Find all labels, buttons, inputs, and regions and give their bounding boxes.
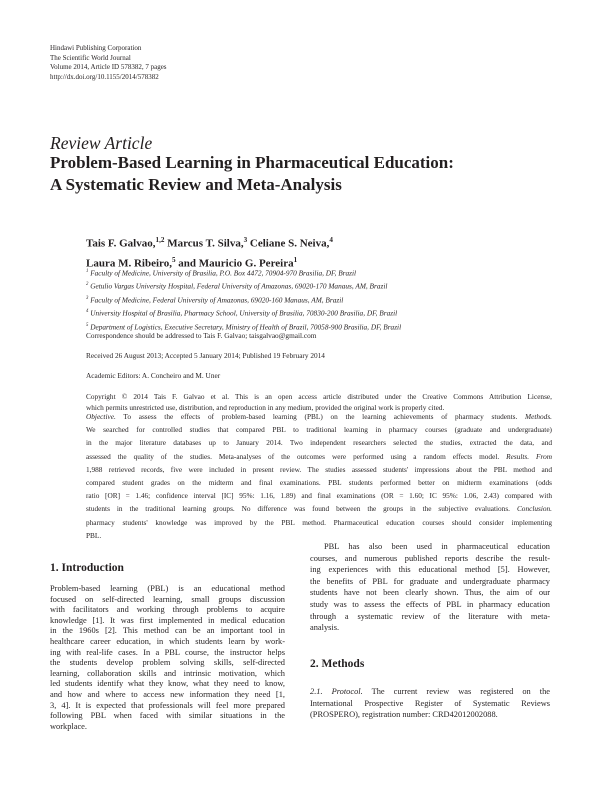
abstract-line [86, 502, 552, 515]
body-line: and how and where to access new information they need [1, [50, 689, 285, 699]
body-line: courses, and numerous published reports describe the result- [310, 553, 550, 563]
body-line: Problem-based learning (PBL) is an educational method [50, 584, 285, 593]
abstract-text: in the major literature databases up to January 2014. Two independent researchers selected the studies, extracted the data, and [86, 438, 552, 448]
body-line: learning, collaboration skills and intrinsic motivation, which [50, 668, 285, 678]
abstract-label: Conclusion. [516, 504, 553, 514]
affiliation [86, 279, 401, 292]
doi-link[interactable]: http://dx.doi.org/10.1155/2014/578382 [50, 72, 159, 81]
author-affil-ref: 3 [243, 236, 248, 244]
abstract-text: students in the traditional learning groups. No difference was found between the groups in the subjective evaluations. [86, 504, 510, 514]
abstract [86, 410, 552, 542]
affil-number: 5 [86, 322, 89, 328]
abstract-line [86, 463, 552, 476]
journal-name: The Scientific World Journal [50, 53, 131, 62]
abstract-text: PBL. [86, 530, 102, 540]
abstract-line [86, 436, 552, 449]
abstract-line [86, 450, 552, 463]
body-line: following PBL when faced with similar situations in the [50, 711, 285, 721]
title-line: Problem-Based Learning in Pharmaceutical Education: [50, 153, 454, 172]
body-line: analysis. [310, 623, 340, 633]
methods-line: (PROSPERO), registration number: CRD42012002088. [310, 710, 498, 720]
abstract-line [86, 423, 552, 436]
affiliation [86, 293, 401, 306]
paper-title [50, 152, 454, 196]
subsection-protocol: 2.1. Protocol. [310, 687, 363, 696]
author: Laura M. Ribeiro, [86, 257, 172, 270]
section-heading-introduction: 1. Introduction [50, 562, 124, 574]
academic-editors: Academic Editors: A. Concheiro and M. Uner [86, 371, 221, 380]
abstract-text: 1,988 retrieved records, five were included in present review. The studies assessed students' impressions about the PBL method and [86, 464, 552, 474]
dates: Received 26 August 2013; Accepted 5 January 2014; Published 19 February 2014 [86, 351, 325, 360]
abstract-line [86, 476, 552, 489]
body-line: the benefits of PBL for graduate and undergraduate pharmacy [310, 576, 550, 586]
author: Tais F. Galvao, [86, 237, 156, 250]
body-line: the students develop problem solving skills, self-directed [50, 658, 285, 668]
methods-line: International Prospective Register of Systematic Reviews [310, 698, 550, 708]
copyright-line: Copyright © 2014 Tais F. Galvao et al. This is an open access article distributed under the Creative Commons Attribution License, [86, 392, 552, 401]
body-line: healthcare career education, in which students learn by work- [50, 636, 285, 646]
abstract-line [86, 410, 552, 423]
author: and Mauricio G. Pereira [175, 257, 294, 270]
body-line: focused on self-directed learning, small groups discussion [50, 594, 285, 604]
abstract-text: pharmacy students' knowledge was improved by the PBL method. Pharmaceutical education courses should consider implementing [86, 517, 552, 527]
correspondence: Correspondence should be addressed to Tais F. Galvao; taisgalvao@gmail.com [86, 331, 317, 340]
abstract-label: Methods. [525, 412, 552, 421]
body-line: in the 1960s [2]. This method can be an important tool in [50, 626, 285, 636]
affil-text: Department of Logistics, Executive Secretary, Ministry of Health of Brazil, 70058-900 Brasilia, DF, Brazil [90, 322, 402, 332]
author: Marcus T. Silva, [164, 237, 244, 250]
body-line: students have not been clearly shown. Thus, the aim of our [310, 588, 550, 598]
body-line: knowledge [1]. It was first implemented in medical education [50, 615, 285, 625]
body-line: study was to assess the effects of PBL in pharmacy education [310, 599, 550, 609]
body-line: led students identify what they know, what they need to know, [50, 679, 285, 689]
abstract-text: assessed the quality of the studies. Meta-analyses of the outcomes were performed using a random effects model. [86, 451, 500, 461]
abstract-text: ratio [OR] = 1.46; confidence interval [IC] 95%: 1.16, 1.89) and final examinations (OR = 1.60; IC 95%: 1.06, 2.43) compared with [86, 491, 552, 501]
abstract-label: Objective. [86, 412, 116, 421]
affil-text: University Hospital of Brasilia, Pharmacy School, University of Brasilia, 70830-200 Brasilia, DF, Brazil [90, 308, 398, 318]
abstract-line [86, 489, 552, 502]
abstract-line [86, 516, 552, 529]
body-line: ing with real-life cases. In a PBL course, the instructor helps [50, 647, 285, 657]
affil-number: 4 [86, 309, 89, 315]
abstract-text: To assess the effects of problem-based learning (PBL) on the learning achievements of pharmacy students. [123, 412, 518, 421]
body-line: through a systematic review of the literature with meta- [310, 611, 550, 621]
introduction-continued [310, 541, 550, 634]
methods-line: The current review was registered on the [362, 687, 550, 696]
affil-number: 3 [86, 295, 89, 301]
volume-info: Volume 2014, Article ID 578382, 7 pages [50, 63, 167, 71]
affiliation [86, 266, 401, 279]
introduction-body [50, 584, 285, 732]
affil-text: Getulio Vargas University Hospital, Federal University of Amazonas, 69020-170 Manaus, AM, Brazil [90, 281, 388, 291]
section-heading-methods: 2. Methods [310, 658, 365, 670]
article-type: Review Article [50, 133, 153, 153]
author-affil-ref: 5 [171, 255, 176, 264]
abstract-text: compared student grades on the midterm and final examinations. PBL students performed better on midterm examinations (odds [86, 478, 552, 488]
author-affil-ref: 1 [293, 255, 298, 264]
body-line: workplace. [50, 721, 87, 731]
affiliation [86, 306, 401, 319]
title-line: A Systematic Review and Meta-Analysis [50, 175, 342, 194]
author: Celiane S. Neiva, [247, 237, 330, 250]
journal-header [50, 44, 167, 82]
author-affil-ref: 1,2 [155, 236, 165, 244]
abstract-label: Results. From [506, 451, 553, 461]
abstract-text: We searched for controlled studies that compared PBL to traditional learning in pharmacy courses (graduate and undergraduate) [86, 425, 552, 435]
body-line: with facilitators and working through problems to acquire [50, 605, 285, 615]
author-affil-ref: 4 [329, 236, 333, 244]
affiliations [86, 266, 401, 333]
affil-text: Faculty of Medicine, Federal University of Amazonas, 69020-160 Manaus, AM, Brazil [90, 295, 344, 305]
body-line: ing experiences with this educational method [5]. However, [310, 565, 550, 575]
body-line: PBL has also been used in pharmaceutical education [324, 542, 550, 551]
methods-body [310, 686, 550, 721]
publisher: Hindawi Publishing Corporation [50, 44, 142, 52]
body-line: 3, 4]. It is expected that professionals will feel more prepared [50, 700, 285, 710]
affil-number: 1 [86, 269, 89, 274]
affil-number: 2 [86, 282, 89, 288]
copyright-line: which permits unrestricted use, distribution, and reproduction in any medium, provided the original work is properly cited. [86, 403, 445, 412]
affil-text: Faculty of Medicine, University of Brasilia, P.O. Box 4472, 70904-970 Brasilia, DF, Brazil [90, 268, 357, 278]
